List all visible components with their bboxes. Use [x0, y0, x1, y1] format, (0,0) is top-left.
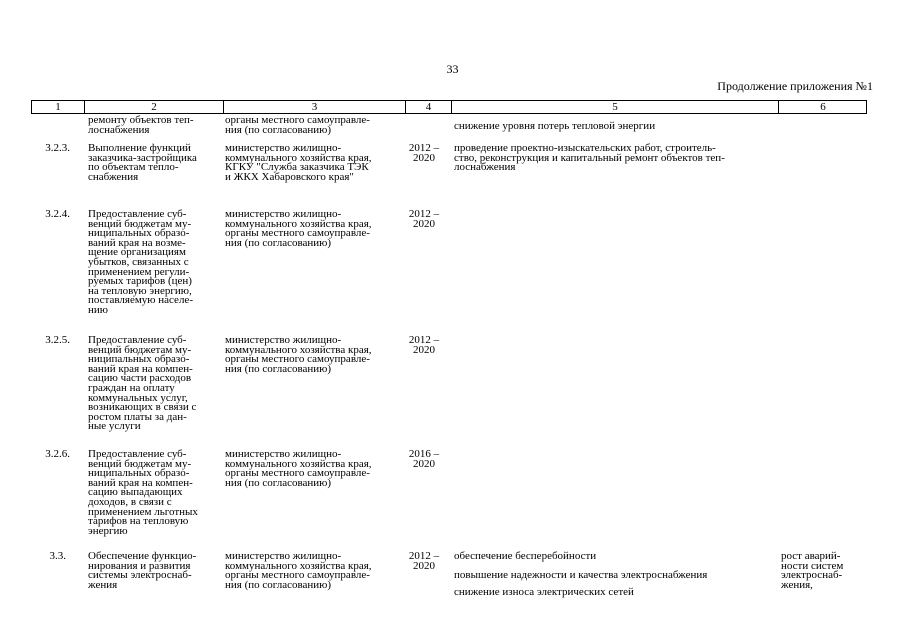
line: и ЖКХ Хабаровского края": [225, 170, 354, 183]
line: сацию части расходов: [88, 372, 192, 385]
row-number: 3.2.5.: [45, 334, 70, 346]
row-name: [88, 552, 196, 590]
row-result-line: обеспечение бесперебойности: [454, 550, 597, 562]
line: 2020: [413, 457, 435, 470]
header-col-4: 4: [405, 101, 451, 113]
line: министерство жилищно-: [225, 334, 342, 346]
line: снабжения: [88, 170, 139, 183]
line: 2020: [413, 343, 435, 356]
line: 2016 –: [408, 448, 440, 460]
fragment-name: [88, 116, 194, 135]
line: министерство жилищно-: [225, 550, 342, 562]
line: снижение уровня потерь тепловой энергии: [454, 120, 656, 132]
line: ваний края на компен-: [88, 476, 193, 489]
line: проведение проектно-изыскательских работ, строитель-: [454, 142, 716, 154]
line: 2012 –: [408, 208, 440, 220]
line: органы местного самоуправле-: [225, 569, 370, 582]
line: рост аварий-: [781, 550, 841, 562]
line: руемых тарифов (цен): [88, 275, 192, 288]
row-number: 3.3.: [49, 550, 66, 562]
header-col-6: 6: [778, 101, 867, 113]
table-header: [31, 100, 867, 114]
continuation-label: Продолжение приложения №1: [717, 79, 873, 93]
row-number: 3.2.3.: [45, 142, 70, 154]
line: КГКУ "Служба заказчика ТЭК: [225, 161, 369, 174]
line: коммунального хозяйства края,: [225, 217, 372, 230]
line: венций бюджетам му-: [88, 457, 192, 470]
line: ния (по согласованию): [225, 362, 332, 375]
row-executor: [225, 450, 372, 488]
line: венций бюджетам му-: [88, 343, 192, 356]
row-name: [88, 336, 196, 432]
line: щение организациям: [88, 246, 186, 259]
line: граждан на оплату: [88, 381, 175, 394]
row-result: [454, 144, 725, 173]
line: на тепловую энергию,: [88, 284, 192, 297]
line: Предоставление суб-: [88, 448, 187, 460]
line: коммунальных услуг,: [88, 391, 188, 404]
line: сацию выпадающих: [88, 486, 183, 499]
line: ности систем: [781, 559, 844, 572]
fragment-result: [454, 122, 655, 132]
line: ство, реконструкция и капитальный ремонт объектов теп-: [454, 151, 725, 164]
line: ния (по согласованию): [225, 236, 332, 249]
line: ростом платы за дан-: [88, 410, 187, 423]
line: ния (по согласованию): [225, 578, 332, 591]
page-number: 33: [446, 62, 459, 76]
line: ные услуги: [88, 420, 141, 433]
line: министерство жилищно-: [225, 142, 342, 154]
line: по объектам тепло-: [88, 161, 179, 174]
line: нию: [88, 303, 108, 316]
line: 2020: [413, 217, 435, 230]
row-years: [403, 336, 445, 355]
row-executor: [225, 552, 372, 590]
line: применением регули-: [88, 265, 190, 278]
line: ния (по согласованию): [225, 476, 332, 489]
fragment-executor: [225, 116, 370, 135]
header-col-5: 5: [451, 101, 778, 113]
line: доходов, в связи с: [88, 495, 172, 508]
row-executor: [225, 210, 372, 248]
line: убытков, связанных с: [88, 255, 189, 268]
line: ниципальных образо-: [88, 353, 190, 366]
row-years: [403, 450, 445, 469]
line: нирования и развития: [88, 559, 191, 572]
line: министерство жилищно-: [225, 208, 342, 220]
row-years: [403, 552, 445, 571]
line: 2020: [413, 559, 435, 572]
line: лоснабжения: [88, 123, 150, 136]
row-executor: [225, 144, 372, 182]
row-result-line: повышение надежности и качества электроснабжения: [454, 569, 708, 581]
row-years: [403, 210, 445, 229]
line: электроснаб-: [781, 569, 843, 582]
line: 2012 –: [408, 550, 440, 562]
header-col-1: 1: [55, 101, 61, 113]
line: ниципальных образо-: [88, 467, 190, 480]
line: ваний края на возме-: [88, 236, 186, 249]
row-number: 3.2.4.: [45, 208, 70, 220]
header-col-3: 3: [223, 101, 405, 113]
line: системы электроснаб-: [88, 569, 192, 582]
row-indicator: [781, 552, 843, 590]
row-years: [403, 144, 445, 163]
line: органы местного самоуправле-: [225, 467, 370, 480]
line: применением льготных: [88, 505, 198, 518]
line: ремонту объектов теп-: [88, 114, 194, 126]
line: венций бюджетам му-: [88, 217, 192, 230]
line: коммунального хозяйства края,: [225, 151, 372, 164]
line: коммунального хозяйства края,: [225, 457, 372, 470]
line: энергию: [88, 524, 128, 537]
row-executor: [225, 336, 372, 374]
line: ваний края на компен-: [88, 362, 193, 375]
line: поставляемую населе-: [88, 294, 193, 307]
line: тарифов на тепловую: [88, 515, 189, 528]
row-result-line: снижение износа электрических сетей: [454, 586, 634, 598]
line: министерство жилищно-: [225, 448, 342, 460]
line: коммунального хозяйства края,: [225, 559, 372, 572]
line: возникающих в связи с: [88, 401, 197, 414]
line: 2012 –: [408, 142, 440, 154]
row-name: [88, 144, 197, 182]
line: лоснабжения: [454, 161, 516, 174]
line: Предоставление суб-: [88, 208, 187, 220]
line: Предоставление суб-: [88, 334, 187, 346]
line: органы местного самоуправле-: [225, 114, 370, 126]
line: коммунального хозяйства края,: [225, 343, 372, 356]
row-number: 3.2.6.: [45, 448, 70, 460]
line: органы местного самоуправле-: [225, 353, 370, 366]
line: 2020: [413, 151, 435, 164]
line: жения,: [781, 578, 813, 591]
header-col-2: 2: [84, 101, 223, 113]
line: Обеспечение функцио-: [88, 550, 197, 562]
row-name: [88, 210, 193, 316]
line: Выполнение функций: [88, 142, 191, 154]
line: органы местного самоуправле-: [225, 227, 370, 240]
line: заказчика-застройщика: [88, 151, 197, 164]
line: ниципальных образо-: [88, 227, 190, 240]
row-name: [88, 450, 198, 536]
line: 2012 –: [408, 334, 440, 346]
line: жения: [88, 578, 118, 591]
line: ния (по согласованию): [225, 123, 332, 136]
